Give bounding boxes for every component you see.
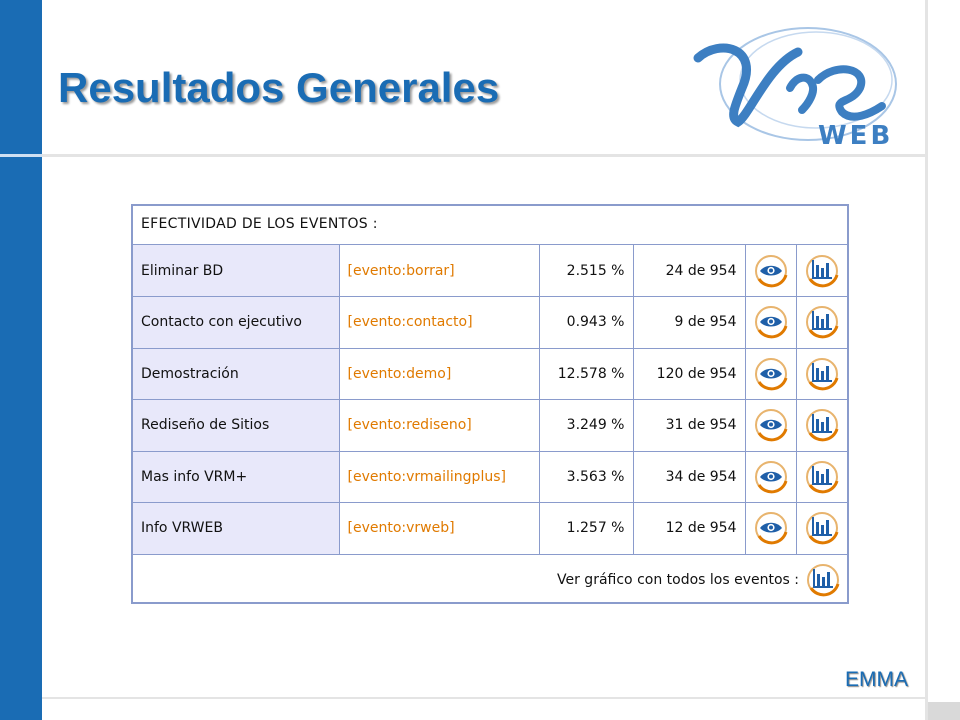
chart-cell — [796, 348, 847, 400]
event-name: Contacto con ejecutivo — [133, 297, 339, 349]
view-cell — [745, 451, 796, 503]
event-code: [evento:borrar] — [339, 245, 539, 297]
table-row — [133, 451, 847, 503]
bar-chart-icon[interactable] — [804, 407, 840, 443]
chart-cell — [796, 400, 847, 452]
chart-cell — [796, 451, 847, 503]
event-count: 31 de 954 — [633, 400, 745, 452]
eye-icon[interactable] — [753, 407, 789, 443]
view-cell — [745, 503, 796, 555]
events-table — [133, 245, 847, 555]
event-count: 24 de 954 — [633, 245, 745, 297]
header-divider — [0, 154, 928, 157]
right-divider — [925, 0, 928, 720]
table-row — [133, 297, 847, 349]
eye-icon[interactable] — [753, 510, 789, 546]
eye-icon[interactable] — [753, 253, 789, 289]
event-code: [evento:demo] — [339, 348, 539, 400]
header-divider-accent — [0, 154, 42, 157]
view-cell — [745, 297, 796, 349]
bar-chart-icon[interactable] — [804, 510, 840, 546]
bar-chart-icon[interactable] — [804, 459, 840, 495]
page-title: Resultados Generales — [58, 64, 500, 111]
chart-cell — [796, 245, 847, 297]
event-percent: 2.515 % — [539, 245, 633, 297]
event-name: Mas info VRM+ — [133, 451, 339, 503]
event-count: 120 de 954 — [633, 348, 745, 400]
table-row — [133, 245, 847, 297]
event-name: Rediseño de Sitios — [133, 400, 339, 452]
event-percent: 1.257 % — [539, 503, 633, 555]
table-row — [133, 503, 847, 555]
event-percent: 3.563 % — [539, 451, 633, 503]
bar-chart-icon[interactable] — [804, 356, 840, 392]
all-events-chart-label: Ver gráfico con todos los eventos : — [557, 571, 799, 588]
report-footer — [133, 555, 847, 605]
event-count: 34 de 954 — [633, 451, 745, 503]
event-percent: 12.578 % — [539, 348, 633, 400]
table-row — [133, 348, 847, 400]
report-header: EFECTIVIDAD DE LOS EVENTOS : — [133, 206, 847, 245]
vrweb-logo — [690, 18, 920, 154]
event-name: Demostración — [133, 348, 339, 400]
left-accent-bar — [0, 0, 42, 720]
eye-icon[interactable] — [753, 304, 789, 340]
chart-cell — [796, 297, 847, 349]
corner-decoration — [928, 702, 960, 720]
event-name: Eliminar BD — [133, 245, 339, 297]
event-percent: 0.943 % — [539, 297, 633, 349]
view-cell — [745, 348, 796, 400]
view-cell — [745, 245, 796, 297]
footer-brand: EMMA — [845, 668, 908, 691]
event-count: 12 de 954 — [633, 503, 745, 555]
bar-chart-icon[interactable] — [805, 562, 841, 598]
footer-divider — [42, 697, 928, 699]
table-row — [133, 400, 847, 452]
eye-icon[interactable] — [753, 356, 789, 392]
eye-icon[interactable] — [753, 459, 789, 495]
event-code: [evento:vrweb] — [339, 503, 539, 555]
chart-cell — [796, 503, 847, 555]
event-count: 9 de 954 — [633, 297, 745, 349]
event-code: [evento:vrmailingplus] — [339, 451, 539, 503]
bar-chart-icon[interactable] — [804, 304, 840, 340]
logo-word: WEB — [818, 121, 894, 151]
event-code: [evento:rediseno] — [339, 400, 539, 452]
bar-chart-icon[interactable] — [804, 253, 840, 289]
events-report — [131, 204, 849, 604]
view-cell — [745, 400, 796, 452]
event-code: [evento:contacto] — [339, 297, 539, 349]
event-percent: 3.249 % — [539, 400, 633, 452]
event-name: Info VRWEB — [133, 503, 339, 555]
